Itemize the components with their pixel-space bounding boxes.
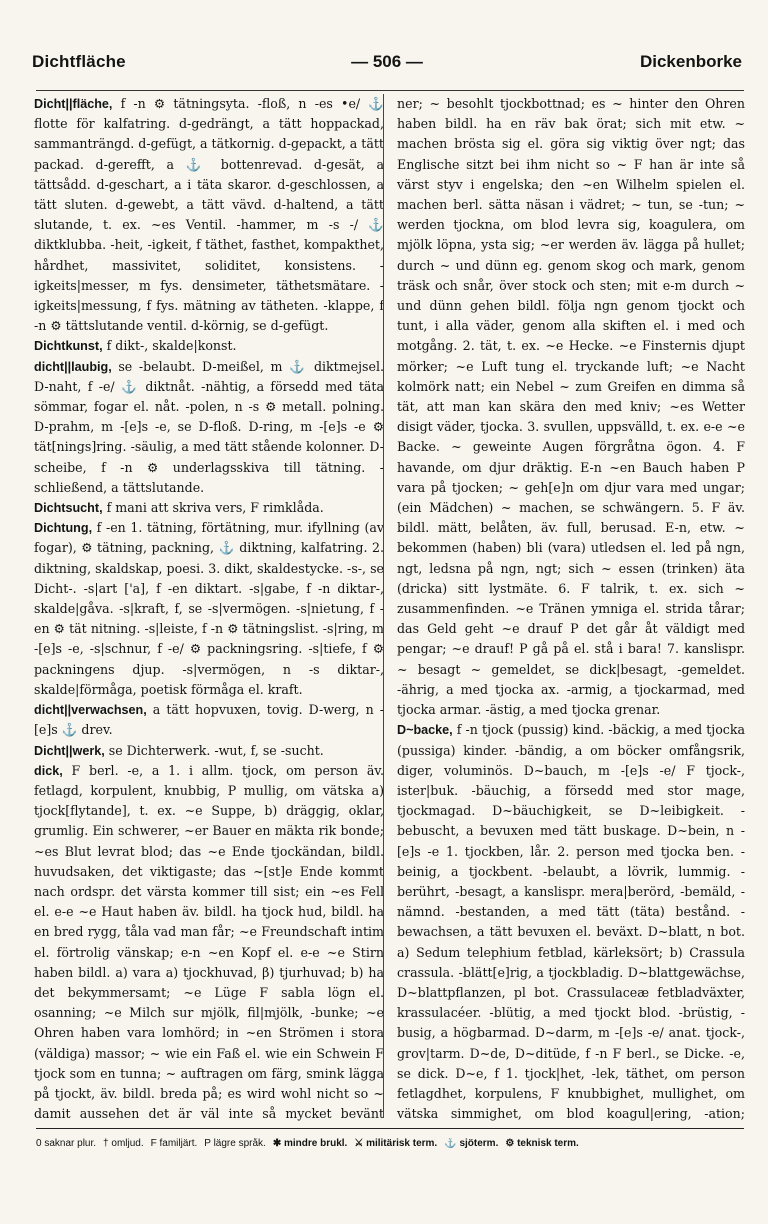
legend-item: ⚓ sjöterm.	[444, 1138, 499, 1149]
entry-headword: Dichtkunst,	[34, 339, 103, 354]
entry-definition: f -en 1. tätning, förtätning, mur. ifyllning (av fogar), ⚙ tätning, packning, ⚓ diktning, kalfatring. 2. diktning, skaldskap, poesi. 3. dikt, skaldestycke. -s-, se Dicht-. -s|art ['a], f -en diktart. -s|gabe, f -n diktar-, skalde|gåva. -s|kraft, f, se -s|vermögen. -s|nietung, f -en ⚙ tät nitning. -s|leiste, f -n ⚙ tätningslist. -s|ring, m -[e]s -e, -s|schnur, f -e/ ⚙ packningsring. -s|tiefe, f ⚙ packningens djup. -s|vermögen, n -s diktar-, skalde|förmåga, poetisk förmåga el. kraft.	[34, 520, 384, 697]
entry-definition: ner; ~ besohlt tjockbottnad; es ~ hinter den Ohren haben bildl. ha en räv bak örat; sich mit etw. ~ machen brösta sig el. göra sig viktig över ngt; das Englische sitzt bei ihm nicht so ~ F han är inte så värst styv i engelska; den ~en Wilhelm spielen el. machen berl. sätta näsan i vädret; ~ tun, se -tun; ~ werden tjockna, om blod levra sig, koagulera, om mjölk löpna, ysta sig; ~er werden äv. lägga på hullet; durch ~ und dünn eg. genom skog och mark, genom träsk och snår, över stock och sten; mit e-m durch ~ und dünn gehen bildl. följa ngn genom tjockt och tunt, i alla väder, genom alla skiften el. i med och motgång. 2. tät, t. ex. ~e Hecke. ~e Finsternis djupt mörker; ~e Luft tung el. tryckande luft; ~e Nacht kolmörk natt; ein Nebel ~ zum Greifen en dimma så tät, att man kan skära den med kniv; ~es Wetter disigt väder, tjocka. 3. svullen, uppsvälld, t. ex. e-e ~e Backe. ~ geweinte Augen förgråtna ögon. 4. F havande, om djur dräktig. E-n ~en Bauch haben P vara på tjocken; ~ geh[e]n om djur vara med ungar; (ein Mädchen) ~ machen, se schwängern. 5. F äv. bildl. mätt, belåten, äv. full, berusad. E-n, etw. ~ bekommen (haben) bli (vara) utledsen el. led på ngn, ngt, ledsna på ngn, ngt; sich ~ essen (trinken) äta (dricka) sitt lystmäte. 6. F talrik, t. ex. sich ~ zusammenfinden. ~e Tränen ymniga el. strida tårar; das Geld geht ~e drauf P det går åt väldigt med pengar; ~e drauf! P gå på el. stå i bara! 7. kanslispr. ~ besagt ~ gemeldet, se dick|besagt, -gemeldet. -ährig, a med tjocka ax. -armig, a tjockarmad, med tjocka armar. -ästig, a med tjocka grenar.	[397, 96, 745, 718]
dictionary-entry	[34, 741, 384, 761]
dictionary-entry	[397, 94, 745, 720]
entry-headword: Dicht||fläche,	[34, 97, 113, 111]
legend-item: 0 saknar plur.	[36, 1138, 97, 1149]
entry-definition: f -n ⚙ tätningsyta. -floß, n -es •e/ ⚓ flotte för kalfatring. d-gedrängt, a tätt hoppackad, sammanträngd. d-gefügt, a tätkornig. d-gepackt, a tätt packad. d-gerefft, a ⚓ bottenrevad. d-gesät, a tättsådd. d-geschart, a i täta skaror. d-geschlossen, a tätt sluten. d-gewebt, a tätt vävd. d-haltend, a tätt slutande, t. ex. ~es Ventil. -hammer, m -s -/ ⚓ diktklubba. -heit, -igkeit, f täthet, fasthet, kompakthet, hårdhet, massivitet, soliditet, konsistens. -igkeits|messer, m fys. densimeter, täthetsmätare. -igkeits|messung, f fys. mätning av tätheten. -klappe, f -n ⚙ tättslutande ventil. d-körnig, se d-gefügt.	[34, 96, 384, 334]
entry-definition: f dikt-, skalde|konst.	[106, 338, 237, 354]
entry-definition: f -n tjock (pussig) kind. -bäckig, a med tjocka (pussiga) kinder. -bändig, a om böcker omfångsrik, diger, voluminös. D~bauch, m -[e]s -e/ F tjock-, ister|buk. -bäuchig, a försedd med stor mage, tjockmagad. D~bäuchigkeit, se D~leibigkeit. -bebuscht, a bevuxen med tätt buskage. D~bein, n -[e]s -e 1. tjockben, lår. 2. person med tjocka ben. -beinig, a tjockbent. -belaubt, a lövrik, lummig. -berührt, -besagt, a kanslispr. mera|berörd, -bemäld, -nämnd. -bestanden, a med tätt (täta) bestånd. -bewachsen, a tätt bevuxen el. beväxt. D~blatt, n bot. a) Sedum telephium fetblad, kärleksört; b) Crassula crassula. -blätt[e]rig, a tjockbladig. D~blattgewächse, D~blattpflanzen, pl bot. Crassulaceæ fetbladväxter, krassulacéer. -blütig, a med tjockt blod. -brüstig, -busig, a högbarmad. D~darm, m -[e]s -e/ anat. tjock-, grov|tarm. D~de, D~ditüde, f -n F berl., se Dicke. -e, se dick. D~e, f 1. tjock|het, -lek, täthet, om person fetlagdhet, korpulens, F knubbighet, mullighet, om vätska simmighet, om blod koagul|ering, -ation;	[397, 722, 745, 1122]
entry-headword: Dichtsucht,	[34, 501, 103, 516]
entry-headword: dicht||verwachsen,	[34, 703, 147, 718]
page-number: — 506 —	[351, 52, 423, 71]
entry-headword: dick,	[34, 763, 63, 778]
entry-definition: a tätt hopvuxen, tovig. D-werg, n -[e]s ⚓ drev.	[34, 702, 384, 738]
dictionary-entry	[34, 357, 384, 498]
abbreviation-legend	[36, 1138, 744, 1149]
entry-definition: se -belaubt. D-meißel, m ⚓ diktmejsel. D-naht, f -e/ ⚓ diktnåt. -nähtig, a försedd med täta sömmar, fogar el. nåt. -polen, n -s ⚙ metall. polning. D-prahm, m -[e]s -e, se D-floß. D-ring, m -[e]s -e ⚙ tät[nings]ring. -säulig, a med tätt stående kolonner. D-scheibe, f -n ⚙ underlagsskiva till tätning. -schließend, a tättslutande.	[34, 358, 384, 495]
right-running-headword: Dickenborke	[639, 52, 742, 71]
entry-headword: Dichtung,	[34, 521, 93, 536]
left-column	[34, 94, 384, 1124]
right-column	[397, 94, 745, 1124]
legend-item: F familjärt.	[150, 1138, 198, 1149]
dictionary-entry	[34, 761, 384, 1124]
legend-item: ⚔ militärisk term.	[354, 1138, 438, 1149]
column-divider	[383, 94, 384, 1118]
dictionary-entry	[34, 498, 384, 518]
legend-item: ✱ mindre brukl.	[272, 1138, 348, 1149]
entry-definition: se Dichterwerk. -wut, f, se -sucht.	[108, 742, 324, 758]
entry-definition: f mani att skriva vers, F rimklåda.	[106, 500, 324, 516]
page-header	[32, 52, 742, 86]
dictionary-entry	[34, 94, 384, 336]
left-running-headword: Dichtfläche	[32, 52, 126, 71]
dictionary-entry	[34, 700, 384, 740]
legend-item: ⚙ teknisk term.	[505, 1138, 579, 1149]
legend-item: P lägre språk.	[204, 1138, 266, 1149]
entry-definition: F berl. -e, a 1. i allm. tjock, om person äv. fetlagd, korpulent, knubbig, P mullig, om vätska a) tjock[flytande], t. ex. ~e Suppe, b) dräggig, oklar, grumlig. Ein schwerer, ~er Bauer en mäkta rik bonde; ~es Blut levrat blod; das ~e Ende tjockändan, bildl. huvudsaken, det viktigaste; das ~[st]e Ende kommt nach ordspr. det värsta kommer till sist; ein ~es Fell el. e-e ~e Haut haben äv. bildl. ha tjock hud, bildl. ha en bred rygg, tåla vad man får; ~e Freundschaft intim el. förtrolig vänskap; e-n ~en Kopf el. e-e ~e Stirn haben bildl. a) vara a) tjockhuvad, β) tjurhuvad; b) ha det bekymmersamt; ~e Lüge F sabla lögn el. osanning; ~e Milch sur mjölk, fil|mjölk, -bunke; ~e Ohren haben vara lomhörd; in ~en Strömen i stora (väldiga) massor; ~ wie ein Faß el. wie ein Schwein F tjock som en tunna; ~ auftragen om färg, smink lägga på tjockt, äv. bildl. breda på; es wird wohl nicht so ~ damit aussehen det är väl inte så mycket bevänt	[34, 762, 384, 1122]
entry-headword: Dicht||werk,	[34, 743, 105, 758]
footer-rule	[36, 1128, 744, 1129]
dictionary-entry	[397, 720, 745, 1124]
legend-item: † omljud.	[103, 1138, 144, 1149]
dictionary-entry	[34, 336, 384, 356]
entry-headword: D~backe,	[397, 723, 453, 738]
header-rule	[36, 90, 744, 91]
dictionary-entry	[34, 518, 384, 700]
entry-headword: dicht||laubig,	[34, 359, 112, 374]
